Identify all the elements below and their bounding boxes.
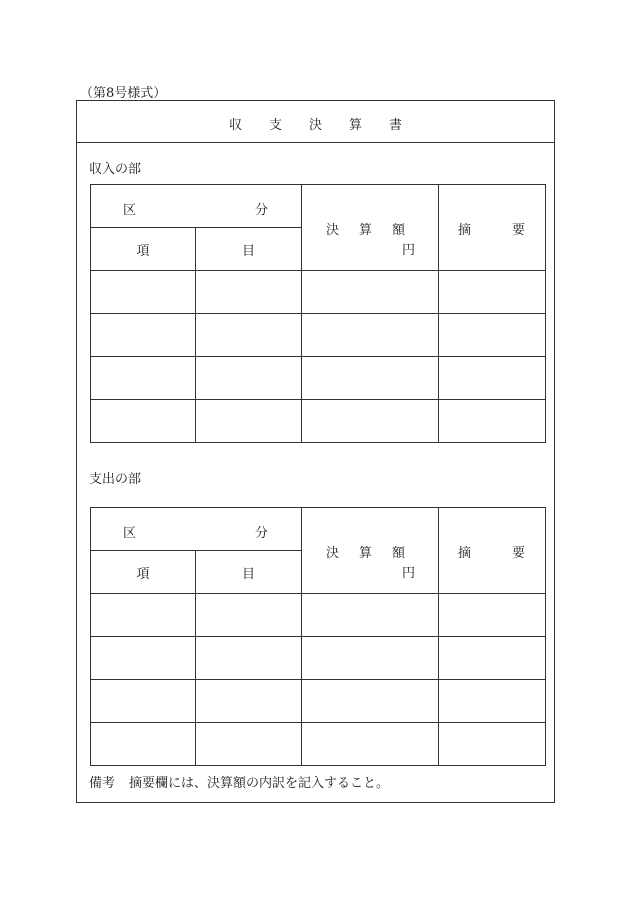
item-cell[interactable]	[91, 594, 196, 637]
amount-cell[interactable]	[302, 271, 439, 314]
remarks-cell[interactable]	[439, 637, 546, 680]
expense-header-subitem: 目	[196, 551, 302, 594]
item-cell[interactable]	[91, 680, 196, 723]
remarks-cell[interactable]	[439, 594, 546, 637]
amount-cell[interactable]	[302, 357, 439, 400]
remarks-cell[interactable]	[439, 400, 546, 443]
amount-cell[interactable]	[302, 723, 439, 766]
income-header-amount	[302, 185, 439, 271]
item-cell[interactable]	[91, 357, 196, 400]
division-label: 分	[255, 203, 269, 218]
subitem-cell[interactable]	[196, 314, 302, 357]
amount-cell[interactable]	[302, 680, 439, 723]
subitem-cell[interactable]	[196, 680, 302, 723]
expense-header-remarks	[439, 508, 567, 594]
amount-cell[interactable]	[302, 594, 439, 637]
form-label: （第8号様式）	[80, 86, 167, 101]
note-text: 摘要欄には、決算額の内訳を記入すること。	[129, 776, 390, 791]
item-cell[interactable]	[91, 271, 196, 314]
income-header-category	[91, 185, 302, 228]
amount-cell[interactable]	[302, 314, 439, 357]
expense-section-label: 支出の部	[89, 472, 142, 487]
income-header-remarks	[439, 185, 567, 271]
amount-label: 決算額	[326, 223, 426, 238]
category-label: 区	[123, 526, 137, 541]
division-label: 分	[255, 526, 269, 541]
document-frame	[76, 100, 567, 803]
table-row	[91, 594, 546, 637]
amount-unit: 円	[402, 566, 416, 581]
item-cell[interactable]	[91, 723, 196, 766]
note-label: 備考	[89, 776, 116, 791]
income-header-subitem: 目	[196, 228, 302, 271]
table-row	[91, 400, 546, 443]
amount-label: 決算額	[326, 546, 426, 561]
table-row	[91, 314, 546, 357]
category-label: 区	[123, 203, 137, 218]
subitem-cell[interactable]	[196, 357, 302, 400]
expense-header-amount	[302, 508, 439, 594]
table-row	[91, 637, 546, 680]
amount-cell[interactable]	[302, 400, 439, 443]
income-table	[90, 184, 567, 443]
table-row	[91, 271, 546, 314]
subitem-cell[interactable]	[196, 400, 302, 443]
subitem-cell[interactable]	[196, 723, 302, 766]
remarks-note	[89, 772, 389, 791]
document-title: 収支決算書	[228, 118, 429, 133]
table-row	[91, 680, 546, 723]
subitem-cell[interactable]	[196, 637, 302, 680]
remarks-cell[interactable]	[439, 680, 546, 723]
remarks-label: 摘要	[458, 546, 567, 561]
item-cell[interactable]	[91, 400, 196, 443]
remarks-cell[interactable]	[439, 271, 546, 314]
subitem-cell[interactable]	[196, 271, 302, 314]
remarks-label: 摘要	[458, 223, 567, 238]
remarks-cell[interactable]	[439, 723, 546, 766]
item-cell[interactable]	[91, 637, 196, 680]
remarks-cell[interactable]	[439, 357, 546, 400]
amount-cell[interactable]	[302, 637, 439, 680]
subitem-cell[interactable]	[196, 594, 302, 637]
expense-table	[90, 507, 567, 766]
title-row	[77, 101, 554, 143]
expense-header-item: 項	[91, 551, 196, 594]
table-row	[91, 723, 546, 766]
expense-header-category	[91, 508, 302, 551]
item-cell[interactable]	[91, 314, 196, 357]
income-header-item: 項	[91, 228, 196, 271]
amount-unit: 円	[402, 243, 416, 258]
income-section-label: 収入の部	[89, 162, 142, 177]
remarks-cell[interactable]	[439, 314, 546, 357]
table-row	[91, 357, 546, 400]
